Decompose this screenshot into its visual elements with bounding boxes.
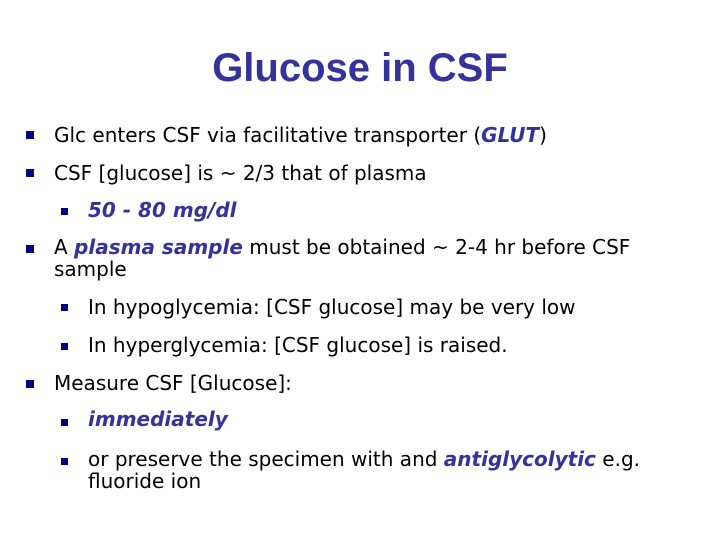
bullet-text: In hypoglycemia: [CSF glucose] may be very low	[88, 295, 576, 319]
bullet-text: Glc enters CSF via facilitative transporter (	[54, 123, 482, 147]
bullet-square-icon	[26, 245, 34, 253]
emphasis-text: 50 - 80 mg/dl	[88, 198, 237, 222]
bullet-text: )	[539, 123, 547, 147]
bullet-square-icon	[26, 131, 34, 139]
bullet-item-measure	[54, 372, 292, 394]
bullet-square-icon	[26, 380, 34, 388]
sub-bullet-item-hyper	[88, 334, 508, 356]
emphasis-text: antiglycolytic	[443, 447, 596, 471]
bullet-text: e.g.	[595, 447, 640, 471]
sub-bullet-item-range	[88, 199, 237, 221]
sub-bullet-item-hypo	[88, 296, 576, 318]
bullet-text: must be obtained ~ 2-4 hr before CSF	[242, 235, 631, 259]
bullet-item-glut	[54, 124, 547, 146]
bullet-text: sample	[54, 257, 127, 281]
bullet-text: Measure CSF [Glucose]:	[54, 371, 292, 395]
bullet-text: CSF [glucose] is ~ 2/3 that of plasma	[54, 161, 427, 185]
emphasis-text: GLUT	[481, 123, 540, 147]
sub-bullet-square-icon	[61, 419, 68, 426]
sub-bullet-square-icon	[61, 343, 68, 350]
sub-bullet-square-icon	[61, 208, 68, 215]
bullet-item-ratio	[54, 162, 427, 184]
bullet-square-icon	[26, 169, 34, 177]
sub-bullet-item-immediately	[88, 408, 228, 430]
emphasis-text: plasma sample	[74, 235, 243, 259]
bullet-text: In hyperglycemia: [CSF glucose] is raised.	[88, 333, 508, 357]
slide-title: Glucose in CSF	[212, 46, 508, 90]
bullet-text: fluoride ion	[88, 469, 202, 493]
sub-bullet-item-preserve-cont	[88, 470, 201, 492]
bullet-text: or preserve the specimen with and	[88, 447, 444, 471]
emphasis-text: immediately	[88, 407, 228, 431]
bullet-text: A	[54, 235, 75, 259]
bullet-item-plasma-sample-cont	[54, 258, 127, 280]
sub-bullet-square-icon	[61, 458, 68, 465]
sub-bullet-square-icon	[61, 304, 68, 311]
sub-bullet-item-preserve	[88, 448, 640, 470]
bullet-item-plasma-sample	[54, 236, 630, 258]
